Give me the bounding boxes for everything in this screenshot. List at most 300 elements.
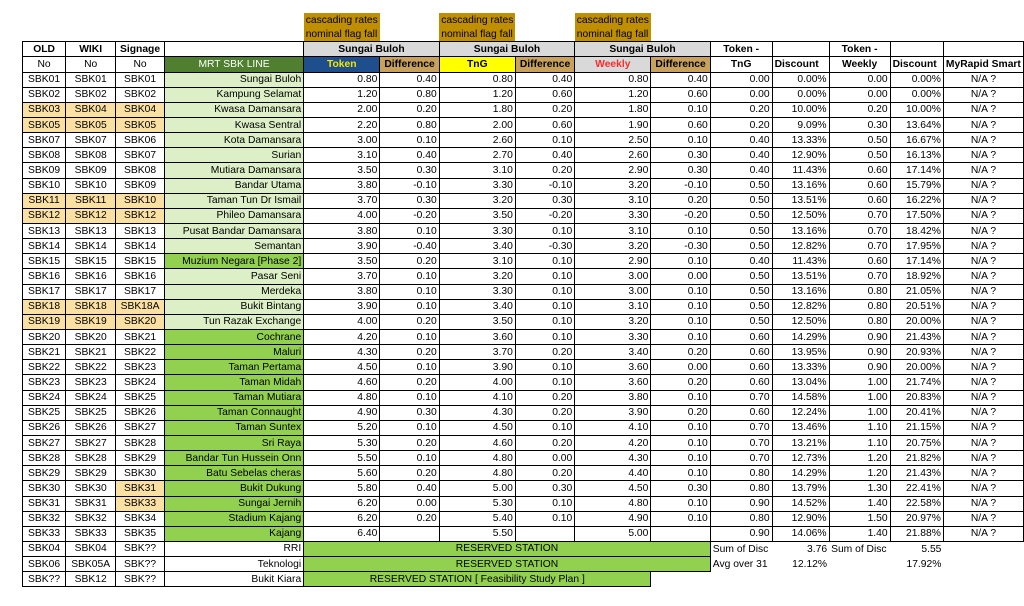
old-no: SBK15 [23, 254, 66, 269]
station-name: Bukit Dukung [164, 481, 303, 496]
tng-fare: 3.40 [439, 299, 515, 314]
header-row-1 [23, 42, 1024, 57]
myrapid: N/A ? [943, 526, 1023, 541]
tng-fare: 1.80 [439, 102, 515, 117]
token-tng: 0.80 [710, 481, 772, 496]
table-row [23, 254, 1024, 269]
discount-weekly: 21.82% [890, 451, 943, 466]
tng-difference: 0.60 [515, 87, 574, 102]
token-difference: 0.80 [380, 117, 439, 132]
tng-fare: 0.80 [439, 72, 515, 87]
weekly-fare: 4.90 [575, 511, 651, 526]
token-weekly: 1.10 [829, 420, 890, 435]
reserved-wiki: SBK12 [66, 572, 116, 587]
header-token: Token [304, 57, 380, 72]
old-no: SBK12 [23, 208, 66, 223]
discount-tng: 13.33% [772, 133, 829, 148]
myrapid: N/A ? [943, 420, 1023, 435]
token-tng: 0.50 [710, 223, 772, 238]
old-no: SBK03 [23, 102, 66, 117]
token-fare: 0.80 [304, 72, 380, 87]
note-cascading-3: cascading rates [576, 14, 649, 26]
weekly-fare: 3.00 [575, 269, 651, 284]
token-difference: 0.00 [380, 496, 439, 511]
myrapid: N/A ? [943, 284, 1023, 299]
myrapid: N/A ? [943, 466, 1023, 481]
signage-no: SBK16 [116, 269, 165, 284]
token-tng: 0.50 [710, 284, 772, 299]
old-no: SBK23 [23, 375, 66, 390]
discount-weekly: 20.97% [890, 511, 943, 526]
old-no: SBK26 [23, 420, 66, 435]
weekly-fare: 2.60 [575, 148, 651, 163]
wiki-no: SBK32 [66, 511, 116, 526]
table-row [23, 178, 1024, 193]
header-discount-2: Discount [890, 57, 943, 72]
old-no: SBK05 [23, 117, 66, 132]
table-row [23, 496, 1024, 511]
myrapid: N/A ? [943, 345, 1023, 360]
table-row [23, 329, 1024, 344]
token-difference [380, 526, 439, 541]
station-name: Taman Tun Dr Ismail [164, 193, 303, 208]
table-row [23, 314, 1024, 329]
signage-no: SBK29 [116, 451, 165, 466]
tng-difference: 0.60 [515, 117, 574, 132]
weekly-difference: 0.20 [651, 405, 710, 420]
myrapid: N/A ? [943, 314, 1023, 329]
old-no: SBK13 [23, 223, 66, 238]
tng-fare: 3.10 [439, 254, 515, 269]
discount-weekly: 22.41% [890, 481, 943, 496]
tng-difference: 0.20 [515, 466, 574, 481]
header-no-old: No [23, 57, 66, 72]
token-weekly: 0.70 [829, 269, 890, 284]
token-fare: 5.80 [304, 481, 380, 496]
old-no: SBK08 [23, 148, 66, 163]
tng-fare: 4.00 [439, 375, 515, 390]
tng-difference: 0.40 [515, 148, 574, 163]
token-weekly: 1.00 [829, 405, 890, 420]
token-fare: 3.70 [304, 193, 380, 208]
weekly-difference: 0.10 [651, 133, 710, 148]
token-fare: 4.20 [304, 329, 380, 344]
tng-fare: 2.70 [439, 148, 515, 163]
old-no: SBK30 [23, 481, 66, 496]
token-weekly: 0.60 [829, 193, 890, 208]
weekly-fare: 4.80 [575, 496, 651, 511]
wiki-no: SBK09 [66, 163, 116, 178]
token-fare: 3.90 [304, 299, 380, 314]
weekly-difference: -0.30 [651, 239, 710, 254]
wiki-no: SBK26 [66, 420, 116, 435]
weekly-fare: 3.10 [575, 223, 651, 238]
discount-weekly: 21.74% [890, 375, 943, 390]
token-difference: 0.10 [380, 329, 439, 344]
token-difference: 0.20 [380, 511, 439, 526]
wiki-no: SBK04 [66, 102, 116, 117]
old-no: SBK22 [23, 360, 66, 375]
station-name: Pusat Bandar Damansara [164, 223, 303, 238]
signage-no: SBK13 [116, 223, 165, 238]
tng-fare: 3.30 [439, 223, 515, 238]
weekly-fare: 4.30 [575, 451, 651, 466]
tng-difference: 0.20 [515, 163, 574, 178]
reserved-wiki: SBK04 [66, 541, 116, 556]
discount-tng: 13.21% [772, 435, 829, 450]
token-tng: 0.80 [710, 466, 772, 481]
weekly-difference: 0.10 [651, 102, 710, 117]
token-weekly: 1.40 [829, 526, 890, 541]
wiki-no: SBK17 [66, 284, 116, 299]
avg-value-2: 17.92% [906, 558, 942, 570]
token-difference: 0.40 [380, 72, 439, 87]
discount-weekly: 15.79% [890, 178, 943, 193]
table-row [23, 481, 1024, 496]
reserved-old: SBK04 [23, 541, 66, 556]
weekly-difference: 0.10 [651, 451, 710, 466]
discount-weekly: 16.67% [890, 133, 943, 148]
discount-weekly: 13.64% [890, 117, 943, 132]
discount-weekly: 10.00% [890, 102, 943, 117]
token-fare: 2.20 [304, 117, 380, 132]
discount-tng: 12.24% [772, 405, 829, 420]
spreadsheet [22, 13, 1024, 587]
token-tng: 0.40 [710, 148, 772, 163]
weekly-fare: 3.20 [575, 239, 651, 254]
discount-tng: 0.00% [772, 72, 829, 87]
tng-difference: 0.20 [515, 405, 574, 420]
signage-no: SBK22 [116, 345, 165, 360]
wiki-no: SBK11 [66, 193, 116, 208]
table-row [23, 193, 1024, 208]
token-weekly: 0.60 [829, 178, 890, 193]
token-tng: 0.40 [710, 254, 772, 269]
wiki-no: SBK25 [66, 405, 116, 420]
myrapid: N/A ? [943, 223, 1023, 238]
station-name: Sungai Jernih [164, 496, 303, 511]
token-difference: -0.40 [380, 239, 439, 254]
header-sungai-buloh-tng: Sungai Buloh [439, 42, 575, 57]
discount-tng: 13.16% [772, 178, 829, 193]
tng-difference: 0.10 [515, 420, 574, 435]
wiki-no: SBK13 [66, 223, 116, 238]
old-no: SBK02 [23, 87, 66, 102]
myrapid: N/A ? [943, 329, 1023, 344]
signage-no: SBK26 [116, 405, 165, 420]
station-name: Mutiara Damansara [164, 163, 303, 178]
discount-weekly: 17.14% [890, 254, 943, 269]
token-difference: 0.10 [380, 390, 439, 405]
discount-tng: 14.29% [772, 329, 829, 344]
note-cascading-2: cascading rates [441, 14, 514, 26]
weekly-fare: 3.00 [575, 284, 651, 299]
token-fare: 5.60 [304, 466, 380, 481]
myrapid: N/A ? [943, 148, 1023, 163]
station-name: Maluri [164, 345, 303, 360]
tng-difference: 0.10 [515, 254, 574, 269]
wiki-no: SBK33 [66, 526, 116, 541]
token-fare: 3.00 [304, 133, 380, 148]
station-name: Kwasa Damansara [164, 102, 303, 117]
table-row [23, 375, 1024, 390]
tng-difference: 0.10 [515, 269, 574, 284]
tng-difference: -0.30 [515, 239, 574, 254]
signage-no: SBK01 [116, 72, 165, 87]
table-row [23, 102, 1024, 117]
old-no: SBK27 [23, 435, 66, 450]
tng-fare: 2.60 [439, 133, 515, 148]
tng-fare: 3.70 [439, 345, 515, 360]
tng-fare: 3.10 [439, 163, 515, 178]
old-no: SBK09 [23, 163, 66, 178]
header-difference-3: Difference [651, 57, 710, 72]
myrapid: N/A ? [943, 405, 1023, 420]
discount-weekly: 21.05% [890, 284, 943, 299]
myrapid: N/A ? [943, 481, 1023, 496]
tng-fare: 3.20 [439, 269, 515, 284]
weekly-difference: -0.20 [651, 208, 710, 223]
token-fare: 4.00 [304, 208, 380, 223]
myrapid: N/A ? [943, 102, 1023, 117]
token-fare: 5.30 [304, 435, 380, 450]
header-old: OLD [23, 42, 66, 57]
tng-fare: 4.80 [439, 466, 515, 481]
wiki-no: SBK01 [66, 72, 116, 87]
signage-no: SBK09 [116, 178, 165, 193]
signage-no: SBK05 [116, 117, 165, 132]
tng-fare: 3.20 [439, 193, 515, 208]
wiki-no: SBK20 [66, 329, 116, 344]
sum-value-2: 5.55 [921, 543, 942, 555]
tng-fare: 3.30 [439, 178, 515, 193]
header-signage: Signage [116, 42, 165, 57]
note-flagfall-1: nominal flag fall [304, 27, 380, 42]
wiki-no: SBK30 [66, 481, 116, 496]
station-name: Kota Damansara [164, 133, 303, 148]
signage-no: SBK04 [116, 102, 165, 117]
token-fare: 4.30 [304, 345, 380, 360]
sum-label-1: Sum of Disc [712, 543, 769, 555]
tng-difference: 0.10 [515, 299, 574, 314]
token-tng: 0.20 [710, 102, 772, 117]
weekly-fare: 3.10 [575, 299, 651, 314]
old-no: SBK29 [23, 466, 66, 481]
signage-no: SBK24 [116, 375, 165, 390]
myrapid: N/A ? [943, 375, 1023, 390]
token-difference: 0.10 [380, 360, 439, 375]
token-difference: 0.10 [380, 299, 439, 314]
avg-value-1: 12.12% [792, 558, 828, 570]
token-weekly: 0.20 [829, 102, 890, 117]
discount-weekly: 20.83% [890, 390, 943, 405]
signage-no: SBK15 [116, 254, 165, 269]
token-fare: 3.80 [304, 223, 380, 238]
discount-tng: 13.04% [772, 375, 829, 390]
weekly-difference: 0.10 [651, 420, 710, 435]
discount-tng: 13.79% [772, 481, 829, 496]
token-fare: 6.20 [304, 511, 380, 526]
token-weekly: 1.20 [829, 451, 890, 466]
table-row [23, 163, 1024, 178]
token-tng: 0.50 [710, 178, 772, 193]
wiki-no: SBK28 [66, 451, 116, 466]
token-difference: 0.20 [380, 314, 439, 329]
tng-difference: 0.10 [515, 496, 574, 511]
tng-difference: -0.20 [515, 208, 574, 223]
header-token-tng-2: TnG [710, 57, 772, 72]
old-no: SBK18 [23, 299, 66, 314]
signage-no: SBK07 [116, 148, 165, 163]
token-difference: 0.30 [380, 163, 439, 178]
token-tng: 0.50 [710, 314, 772, 329]
discount-tng: 9.09% [772, 117, 829, 132]
weekly-difference: 0.10 [651, 223, 710, 238]
discount-tng: 12.90% [772, 148, 829, 163]
token-fare: 6.20 [304, 496, 380, 511]
token-weekly: 0.30 [829, 117, 890, 132]
reserved-old: SBK06 [23, 557, 66, 572]
weekly-fare: 4.50 [575, 481, 651, 496]
token-weekly: 0.90 [829, 360, 890, 375]
tng-fare: 5.30 [439, 496, 515, 511]
token-weekly: 0.70 [829, 208, 890, 223]
header-weekly: Weekly [595, 58, 631, 70]
station-name: Stadium Kajang [164, 511, 303, 526]
discount-tng: 11.43% [772, 254, 829, 269]
signage-no: SBK20 [116, 314, 165, 329]
tng-difference: 0.40 [515, 72, 574, 87]
wiki-no: SBK07 [66, 133, 116, 148]
signage-no: SBK28 [116, 435, 165, 450]
signage-no: SBK23 [116, 360, 165, 375]
weekly-difference: 0.60 [651, 117, 710, 132]
reserved-label: RESERVED STATION [ Feasibility Study Plan ] [304, 572, 651, 587]
discount-weekly: 0.00% [890, 87, 943, 102]
discount-tng: 13.46% [772, 420, 829, 435]
token-difference: 0.10 [380, 133, 439, 148]
discount-tng: 14.58% [772, 390, 829, 405]
tng-fare: 4.60 [439, 435, 515, 450]
token-tng: 0.20 [710, 117, 772, 132]
reserved-row [23, 572, 1024, 587]
weekly-difference: 0.20 [651, 375, 710, 390]
token-fare: 4.80 [304, 390, 380, 405]
wiki-no: SBK18 [66, 299, 116, 314]
signage-no: SBK33 [116, 496, 165, 511]
old-no: SBK07 [23, 133, 66, 148]
fare-table [22, 13, 1024, 587]
reserved-signage: SBK?? [116, 541, 165, 556]
discount-weekly: 16.13% [890, 148, 943, 163]
token-tng: 0.50 [710, 208, 772, 223]
token-difference: 0.40 [380, 481, 439, 496]
wiki-no: SBK10 [66, 178, 116, 193]
wiki-no: SBK27 [66, 435, 116, 450]
discount-tng: 13.16% [772, 223, 829, 238]
wiki-no: SBK12 [66, 208, 116, 223]
weekly-difference: -0.10 [651, 178, 710, 193]
old-no: SBK25 [23, 405, 66, 420]
myrapid: N/A ? [943, 360, 1023, 375]
discount-tng: 11.43% [772, 163, 829, 178]
discount-tng: 12.50% [772, 314, 829, 329]
token-difference: 0.40 [380, 148, 439, 163]
wiki-no: SBK23 [66, 375, 116, 390]
weekly-fare: 3.60 [575, 375, 651, 390]
old-no: SBK24 [23, 390, 66, 405]
discount-weekly: 20.00% [890, 314, 943, 329]
token-difference: 0.10 [380, 451, 439, 466]
tng-difference: 0.20 [515, 345, 574, 360]
weekly-difference: 0.10 [651, 329, 710, 344]
note-flagfall-3: nominal flag fall [575, 27, 651, 42]
discount-tng: 13.16% [772, 284, 829, 299]
discount-tng: 14.06% [772, 526, 829, 541]
token-tng: 0.00 [710, 72, 772, 87]
weekly-fare: 1.80 [575, 102, 651, 117]
signage-no: SBK02 [116, 87, 165, 102]
token-difference: 0.80 [380, 87, 439, 102]
station-name: Kwasa Sentral [164, 117, 303, 132]
discount-weekly: 17.14% [890, 163, 943, 178]
myrapid: N/A ? [943, 239, 1023, 254]
table-row [23, 451, 1024, 466]
header-tng: TnG [439, 57, 515, 72]
discount-weekly: 17.50% [890, 208, 943, 223]
discount-weekly: 21.43% [890, 466, 943, 481]
table-row [23, 87, 1024, 102]
reserved-signage: SBK?? [116, 572, 165, 587]
tng-fare: 5.50 [439, 526, 515, 541]
myrapid: N/A ? [943, 299, 1023, 314]
token-tng: 0.90 [710, 496, 772, 511]
weekly-fare: 2.90 [575, 254, 651, 269]
token-difference: 0.20 [380, 102, 439, 117]
tng-difference: 0.10 [515, 511, 574, 526]
tng-fare: 3.40 [439, 239, 515, 254]
station-name: Merdeka [164, 284, 303, 299]
token-tng: 0.40 [710, 133, 772, 148]
reserved-station-name: Teknologi [164, 557, 303, 572]
token-tng: 0.60 [710, 375, 772, 390]
token-fare: 4.60 [304, 375, 380, 390]
table-row [23, 511, 1024, 526]
station-name: Taman Midah [164, 375, 303, 390]
token-difference: 0.20 [380, 375, 439, 390]
discount-weekly: 16.22% [890, 193, 943, 208]
weekly-difference: 0.10 [651, 496, 710, 511]
discount-weekly: 21.88% [890, 526, 943, 541]
discount-weekly: 20.00% [890, 360, 943, 375]
old-no: SBK33 [23, 526, 66, 541]
weekly-fare: 3.60 [575, 360, 651, 375]
discount-weekly: 21.43% [890, 329, 943, 344]
discount-weekly: 0.00% [890, 72, 943, 87]
table-row [23, 420, 1024, 435]
tng-difference: 0.30 [515, 481, 574, 496]
token-weekly: 0.00 [829, 72, 890, 87]
discount-tng: 13.33% [772, 360, 829, 375]
signage-no: SBK34 [116, 511, 165, 526]
station-name: Cochrane [164, 329, 303, 344]
token-weekly: 0.80 [829, 314, 890, 329]
weekly-difference: 0.60 [651, 87, 710, 102]
station-name: Semantan [164, 239, 303, 254]
token-difference: 0.10 [380, 284, 439, 299]
token-weekly: 1.20 [829, 466, 890, 481]
wiki-no: SBK14 [66, 239, 116, 254]
